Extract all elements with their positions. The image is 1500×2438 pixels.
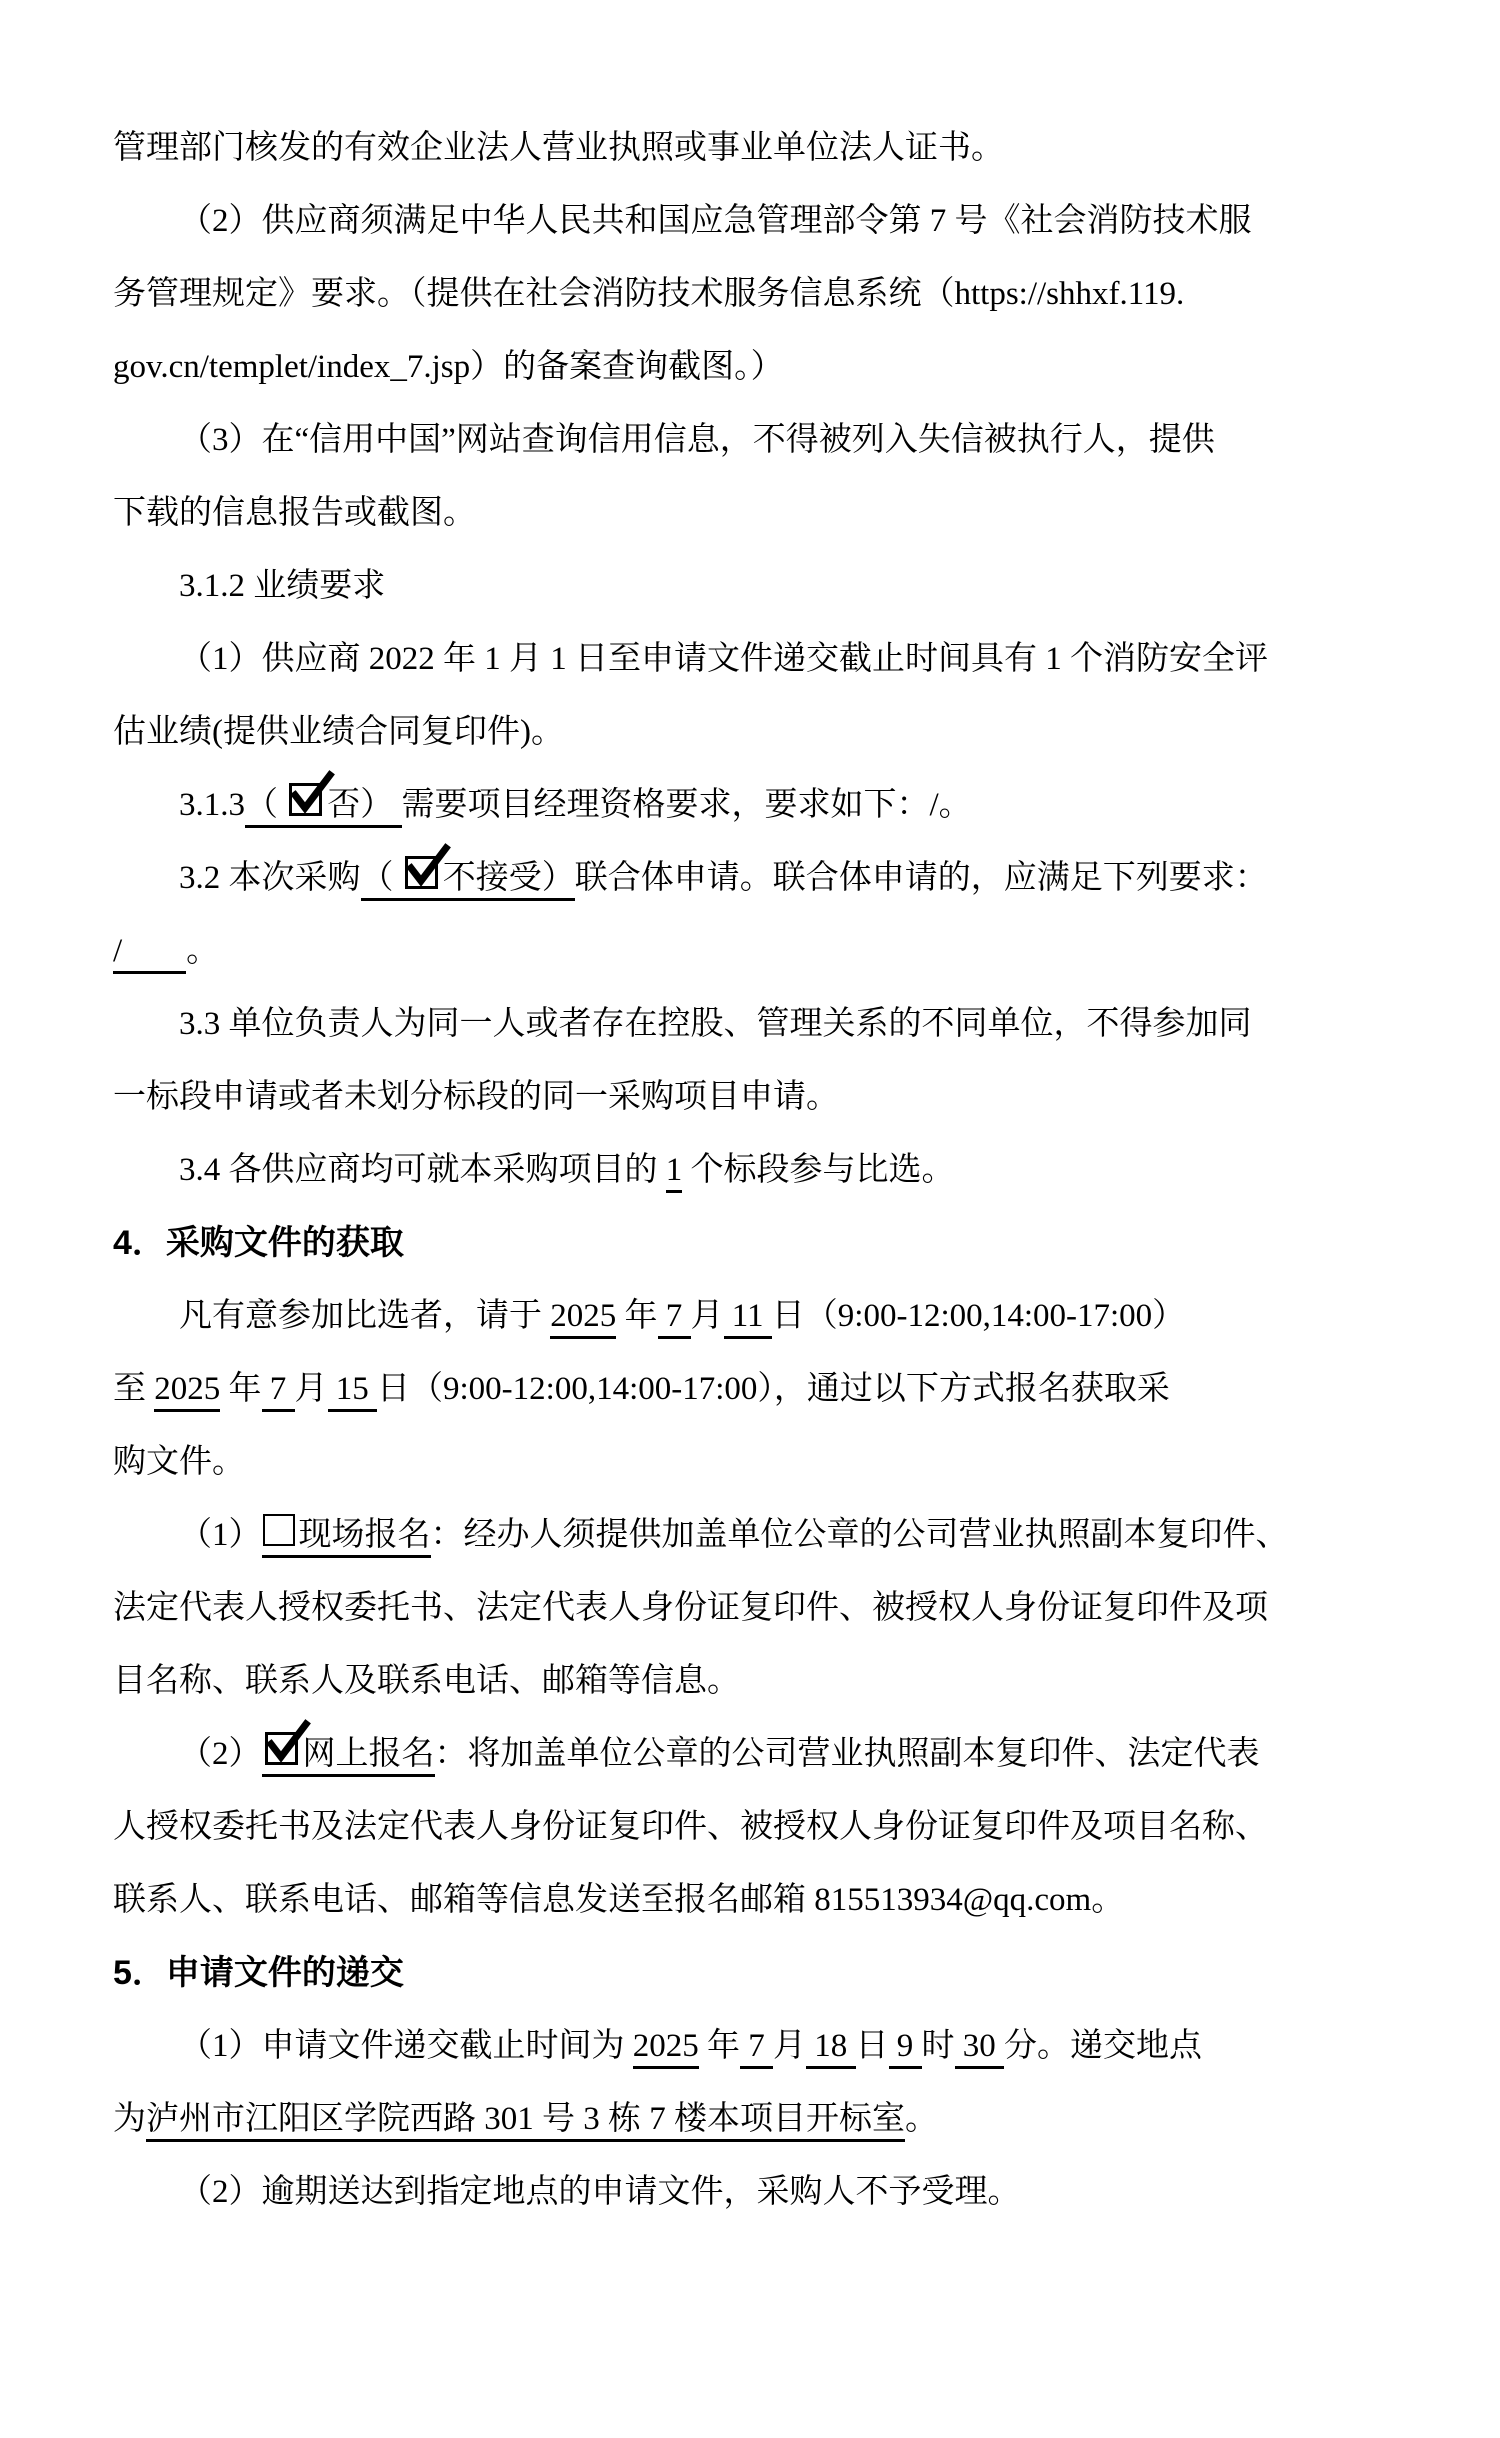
text-segment: 联系人、联系电话、邮箱等信息发送至报名邮箱 815513934@qq.com。	[113, 1882, 1125, 1918]
underlined-segment: 9	[889, 2028, 922, 2069]
text-segment: 。	[905, 2101, 938, 2137]
text-segment: 个标段参与比选。	[682, 1152, 955, 1188]
checkbox-wrap	[262, 1517, 299, 1558]
checkbox-wrap	[402, 860, 443, 901]
document-line	[113, 2083, 1385, 2156]
text-segment: （2）供应商须满足中华人民共和国应急管理部令第 7 号《社会消防技术服	[179, 203, 1252, 239]
text-segment: 至	[113, 1371, 155, 1407]
text-segment: 日	[855, 2028, 889, 2064]
checkbox-checked-icon	[265, 1732, 298, 1765]
document-line	[113, 2010, 1385, 2083]
text-segment: （3）在“信用中国”网站查询信用信息，不得被列入失信被执行人，提供	[179, 422, 1215, 458]
underlined-segment: （	[361, 860, 402, 901]
text-segment: 凡有意参加比选者，请于	[179, 1298, 551, 1334]
underlined-segment: 2025	[633, 2028, 699, 2069]
document-line	[113, 1280, 1385, 1353]
text-segment: （2）逾期送达到指定地点的申请文件，采购人不予受理。	[179, 2174, 1021, 2210]
document-line	[113, 185, 1385, 258]
underlined-segment: 15	[328, 1371, 378, 1412]
document-line	[113, 1499, 1385, 1572]
text-segment: 5．申请文件的递交	[113, 1954, 404, 1992]
document-line	[113, 1791, 1385, 1864]
text-segment: 日（9:00-12:00,14:00-17:00）	[771, 1298, 1186, 1334]
underlined-segment: /	[113, 933, 186, 974]
underlined-segment: 11	[724, 1298, 772, 1339]
checkbox-checked-icon	[289, 783, 322, 816]
document-line	[113, 988, 1385, 1061]
document-line	[113, 1134, 1385, 1207]
text-segment: 购文件。	[113, 1444, 245, 1480]
document-line	[113, 1353, 1385, 1426]
text-segment: 年	[698, 2028, 740, 2064]
underlined-segment: 7	[658, 1298, 691, 1339]
text-segment: （1）供应商 2022 年 1 月 1 日至申请文件递交截止时间具有 1 个消防安全评	[179, 641, 1268, 677]
document-line	[113, 1061, 1385, 1134]
text-segment: 时	[921, 2028, 955, 2064]
text-segment: 日（9:00-12:00,14:00-17:00），通过以下方式报名获取采	[377, 1371, 1170, 1407]
section-heading	[113, 1937, 1385, 2010]
text-segment: （1）申请文件递交截止时间为	[179, 2028, 633, 2064]
document-line	[113, 1426, 1385, 1499]
text-segment: （1）	[179, 1517, 262, 1553]
underlined-segment: 7	[740, 2028, 773, 2069]
text-segment: 联合体申请。联合体申请的，应满足下列要求：	[574, 860, 1268, 896]
document-line	[113, 915, 1385, 988]
document-line	[113, 404, 1385, 477]
underlined-segment: 30	[955, 2028, 1005, 2069]
document-line	[113, 2156, 1385, 2229]
text-segment: 需要项目经理资格要求，要求如下：/。	[401, 787, 972, 823]
document-body	[113, 112, 1385, 2229]
underlined-segment: 泸州市江阳区学院西路 301 号 3 栋 7 楼本项目开标室	[146, 2101, 905, 2142]
text-segment: 月	[773, 2028, 806, 2064]
text-segment: 务管理规定》要求。（提供在社会消防技术服务信息系统（https://shhxf.119.	[113, 276, 1185, 312]
text-segment: 月	[690, 1298, 724, 1334]
text-segment: 3.1.3	[179, 787, 245, 823]
text-segment: 法定代表人授权委托书、法定代表人身份证复印件、被授权人身份证复印件及项	[113, 1590, 1268, 1626]
document-line	[113, 550, 1385, 623]
underlined-segment: 否）	[327, 787, 401, 828]
text-segment: 3.2 本次采购	[179, 860, 361, 896]
text-segment: 年	[220, 1371, 262, 1407]
document-line	[113, 696, 1385, 769]
document-line	[113, 112, 1385, 185]
document-line	[113, 1718, 1385, 1791]
underlined-segment: （	[245, 787, 286, 828]
text-segment: 3.1.2 业绩要求	[179, 568, 386, 604]
text-segment: 人授权委托书及法定代表人身份证复印件、被授权人身份证复印件及项目名称、	[113, 1809, 1268, 1845]
text-segment: 一标段申请或者未划分标段的同一采购项目申请。	[113, 1079, 839, 1115]
text-segment: 下载的信息报告或截图。	[113, 495, 476, 531]
underlined-segment: 2025	[550, 1298, 616, 1339]
text-segment: 3.3 单位负责人为同一人或者存在控股、管理关系的不同单位，不得参加同	[179, 1006, 1252, 1042]
text-segment: 年	[616, 1298, 658, 1334]
text-segment: 。	[186, 933, 220, 969]
document-line	[113, 623, 1385, 696]
text-segment: 估业绩(提供业绩合同复印件)。	[113, 714, 564, 750]
document-line	[113, 1864, 1385, 1937]
checkbox-unchecked-icon	[263, 1514, 295, 1546]
text-segment: 为	[113, 2101, 146, 2137]
text-segment: ：经办人须提供加盖单位公章的公司营业执照副本复印件、	[430, 1517, 1289, 1553]
document-line	[113, 1572, 1385, 1645]
section-heading	[113, 1207, 1385, 1280]
document-line	[113, 477, 1385, 550]
text-segment: ：将加盖单位公章的公司营业执照副本复印件、法定代表	[434, 1736, 1260, 1772]
underlined-segment: 2025	[154, 1371, 220, 1412]
text-segment: （2）	[179, 1736, 262, 1772]
underlined-segment: 1	[666, 1152, 683, 1193]
text-segment: 分。递交地点	[1004, 2028, 1202, 2064]
document-line	[113, 258, 1385, 331]
document-line	[113, 769, 1385, 842]
underlined-segment: 不接受）	[443, 860, 575, 901]
text-segment: 4．采购文件的获取	[113, 1224, 404, 1262]
text-segment: 管理部门核发的有效企业法人营业执照或事业单位法人证书。	[113, 130, 1004, 166]
text-segment: 目名称、联系人及联系电话、邮箱等信息。	[113, 1663, 740, 1699]
underlined-segment: 现场报名	[299, 1517, 431, 1558]
checkbox-checked-icon	[405, 856, 438, 889]
text-segment: gov.cn/templet/index_7.jsp）的备案查询截图。）	[113, 349, 784, 385]
underlined-segment: 7	[262, 1371, 295, 1412]
text-segment: 月	[294, 1371, 328, 1407]
underlined-segment: 网上报名	[303, 1736, 435, 1777]
document-line	[113, 842, 1385, 915]
document-line	[113, 1645, 1385, 1718]
checkbox-wrap	[262, 1736, 303, 1777]
document-line	[113, 331, 1385, 404]
text-segment: 3.4 各供应商均可就本采购项目的	[179, 1152, 666, 1188]
underlined-segment: 18	[806, 2028, 856, 2069]
checkbox-wrap	[286, 787, 327, 828]
